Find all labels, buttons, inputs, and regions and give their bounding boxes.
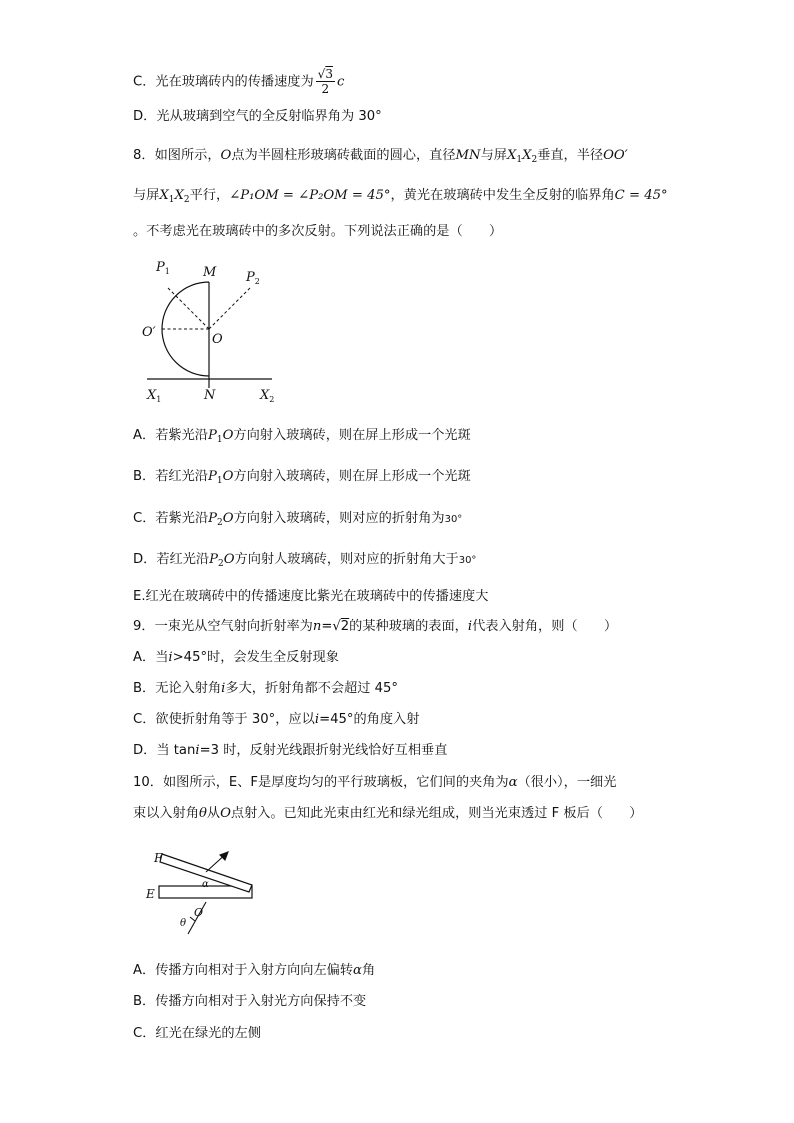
symbol: O — [222, 428, 234, 443]
text: 角 — [361, 963, 376, 978]
label-theta: θ — [180, 918, 187, 929]
q9-option-b — [133, 679, 398, 699]
label-n: N — [204, 388, 216, 403]
text: >45°时，会发生全反射现象 — [172, 650, 339, 665]
symbol: X — [522, 148, 532, 163]
critical-angle: C = 45° — [614, 188, 668, 203]
q8-stem-line3: 。不考虑光在玻璃砖中的多次反射。下列说法正确的是（ ） — [133, 224, 503, 239]
text: C．若紫光沿 — [133, 511, 209, 526]
symbol: X — [174, 188, 184, 203]
q10-option-b: B．传播方向相对于入射光方向保持不变 — [133, 994, 367, 1009]
q8-semicircle-figure — [140, 256, 290, 406]
text: 的某种玻璃的表面， — [349, 619, 468, 634]
label-x2: $X_2$ — [260, 388, 275, 404]
symbol: P — [207, 428, 217, 443]
text: 从 — [206, 806, 221, 821]
q10-stem-line1 — [133, 773, 616, 793]
text: 点为半圆柱形玻璃砖截面的圆心，直径 — [231, 148, 456, 163]
text: =45°的角度入射 — [319, 712, 420, 727]
symbol: i — [314, 712, 320, 727]
subscript: 2 — [531, 155, 538, 165]
subscript: 2 — [183, 195, 190, 205]
text: A．传播方向相对于入射方向向左偏转 — [133, 963, 354, 978]
symbol: i — [168, 650, 173, 665]
symbol: O — [222, 469, 234, 484]
symbol: P — [208, 511, 218, 526]
text: B．若红光沿 — [133, 469, 208, 484]
text: D．当 tan — [133, 743, 196, 758]
label-p2: $P_2$ — [246, 270, 260, 286]
q8-stem-line1 — [133, 146, 628, 170]
text: 10．如图所示，E、F是厚度均匀的平行玻璃板，它们间的夹角为 — [133, 775, 509, 790]
label-o: O — [212, 332, 223, 347]
symbol: i — [221, 681, 226, 696]
text: 与屏 — [133, 188, 160, 203]
text: 方向射入玻璃砖，则在屏上形成一个光斑 — [233, 469, 471, 484]
text: 点射入。已知此光束由红光和绿光组成，则当光束透过 F 板后（ ） — [230, 806, 643, 821]
q10-stem-line2 — [133, 804, 642, 824]
symbol: O — [223, 552, 235, 567]
fraction-numerator: √3 — [317, 67, 333, 81]
symbol: α — [353, 963, 362, 978]
fraction — [316, 67, 335, 96]
q8-option-e: E.红光在玻璃砖中的传播速度比紫光在玻璃砖中的传播速度大 — [133, 589, 489, 604]
subscript: 1 — [216, 435, 223, 445]
text: 平行， — [189, 188, 230, 203]
text: 束以入射角 — [133, 806, 199, 821]
angle-equation: ∠P₁OM = ∠P₂OM = 45° — [229, 188, 391, 203]
text: B．无论入射角 — [133, 681, 222, 696]
symbol: X — [506, 148, 517, 163]
text: （很小），一细光 — [517, 775, 617, 790]
radicand: 2 — [340, 619, 350, 634]
subscript: 2 — [217, 518, 223, 528]
label-o: O — [194, 906, 204, 919]
text: C．欲使折射角等于 30°，应以 — [133, 712, 315, 727]
text: 多大，折射角都不会超过 45° — [225, 681, 399, 696]
subscript: 1 — [516, 155, 523, 165]
symbol: i — [467, 619, 473, 634]
label-alpha: α — [202, 879, 209, 890]
symbol: n — [312, 619, 322, 634]
text: 方向射人玻璃砖，则对应的折射角大于 — [234, 552, 459, 567]
q7-option-c-text: C．光在玻璃砖内的传播速度为 — [133, 74, 314, 90]
label-p1: $P_1$ — [156, 260, 170, 276]
symbol: P — [207, 469, 217, 484]
symbol: O — [220, 148, 232, 163]
text: 代表入射角，则（ ） — [472, 619, 618, 634]
text: 方向射入玻璃砖，则对应的折射角为 — [233, 511, 445, 526]
label-e: E — [146, 887, 155, 901]
subscript: 2 — [217, 559, 224, 569]
q7-option-c — [133, 67, 344, 96]
text: 8．如图所示， — [133, 148, 221, 163]
symbol: O — [222, 511, 234, 526]
radicand: 3 — [325, 67, 333, 81]
symbol: α — [508, 775, 518, 790]
q8-option-d — [133, 550, 476, 574]
subscript: 1 — [168, 195, 175, 205]
q9-option-c — [133, 710, 419, 730]
angle-value: 30° — [458, 555, 477, 566]
ray-p1o — [168, 288, 209, 329]
label-x1: $X_1$ — [147, 388, 162, 404]
q10-option-c: C．红光在绿光的左侧 — [133, 1026, 261, 1041]
label-o-prime: O′ — [142, 325, 156, 340]
text: =√ — [321, 619, 341, 634]
symbol: OO′ — [603, 148, 628, 163]
symbol: MN — [455, 148, 481, 163]
q8-option-c — [133, 509, 462, 533]
q10-glass-plates-figure — [140, 846, 270, 942]
ray-p2o — [209, 288, 250, 329]
text: 9．一束光从空气射向折射率为 — [133, 619, 313, 634]
angle-value: 30° — [444, 514, 463, 525]
text: D．若红光沿 — [133, 552, 210, 567]
q8-option-a — [133, 426, 471, 450]
q8-stem-line2 — [133, 186, 668, 210]
symbol: θ — [198, 806, 207, 821]
q9-stem — [133, 617, 617, 637]
q7-option-d: D．光从玻璃到空气的全反射临界角为 30° — [133, 109, 382, 124]
text: 垂直，半径 — [537, 148, 604, 163]
symbol: P — [209, 552, 218, 567]
label-f: F — [154, 851, 163, 865]
text: ，黄光在玻璃砖中发生全反射的临界角 — [390, 188, 615, 203]
label-m: M — [203, 265, 217, 280]
text: 与屏 — [480, 148, 507, 163]
text: A．若紫光沿 — [133, 428, 208, 443]
text: 方向射入玻璃砖，则在屏上形成一个光斑 — [233, 428, 471, 443]
text: A．当 — [133, 650, 169, 665]
symbol: O — [220, 806, 231, 821]
fraction-denominator: 2 — [321, 82, 330, 96]
q10-option-a — [133, 961, 375, 981]
text: =3 时，反射光线跟折射光线恰好互相垂直 — [199, 743, 448, 758]
q8-option-b — [133, 467, 471, 491]
speed-symbol: c — [336, 74, 345, 90]
symbol: i — [195, 743, 200, 758]
q9-option-d — [133, 741, 447, 761]
subscript: 1 — [216, 476, 223, 486]
symbol: X — [159, 188, 169, 203]
q9-option-a — [133, 648, 339, 668]
